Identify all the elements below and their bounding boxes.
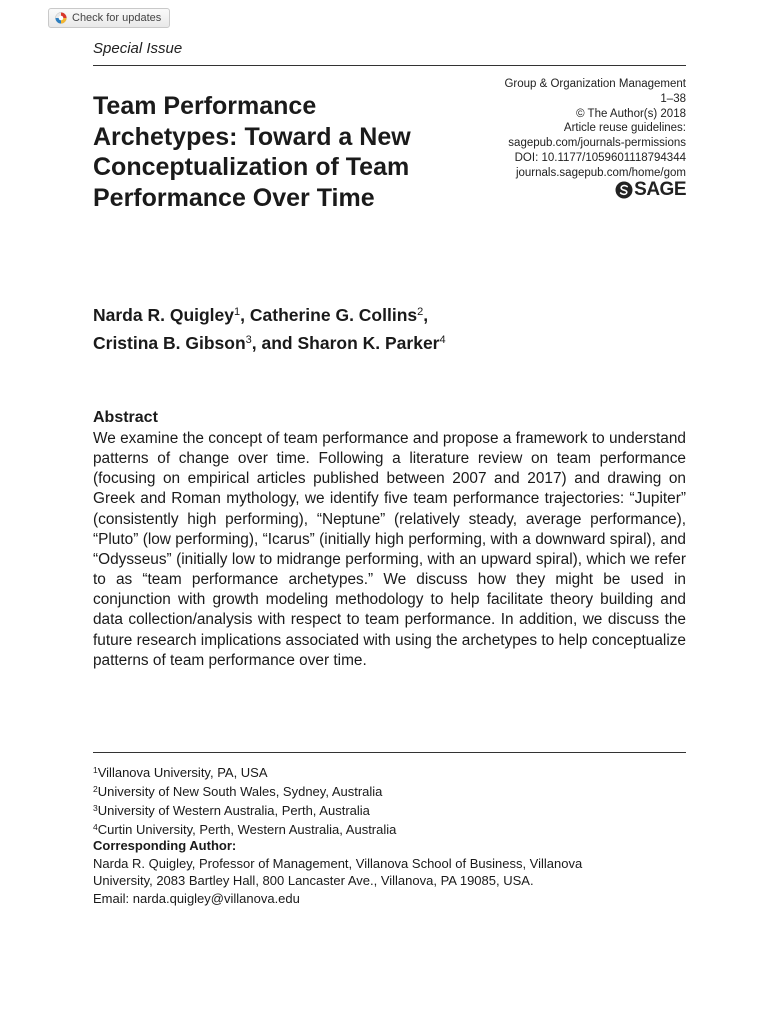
corresponding-author-heading: Corresponding Author: <box>93 838 237 853</box>
affiliation-item: $^1$Villanova University, PA, USA <box>93 765 268 780</box>
crossmark-icon <box>55 12 67 24</box>
author-name: Catherine G. Collins <box>249 305 418 325</box>
affiliation-item: $^4$Curtin University, Perth, Western Australia, Australia <box>93 822 397 837</box>
abstract-heading: Abstract <box>93 409 158 426</box>
affiliation-item: $^3$University of Western Australia, Perth, Australia <box>93 803 370 818</box>
check-for-updates-button[interactable] <box>48 8 170 28</box>
reuse-label: Article reuse guidelines: <box>563 122 686 135</box>
journal-meta <box>504 77 686 181</box>
section-label: Special Issue <box>93 40 183 57</box>
check-for-updates-label: Check for updates <box>72 12 162 24</box>
author-affiliation-marker: 4 <box>439 334 446 346</box>
journal-name: Group & Organization Management <box>504 78 686 90</box>
footnote-divider <box>93 752 686 753</box>
reuse-link[interactable]: sagepub.com/journals-permissions <box>508 137 686 150</box>
affiliation-item: $^2$University of New South Wales, Sydney, Australia <box>93 784 383 799</box>
article-title: Team Performance Archetypes: Toward a New Conceptualization of Team Performance Over Time <box>93 92 411 212</box>
corresponding-line: Narda R. Quigley, Professor of Management, Villanova School of Business, Villanova <box>93 856 583 871</box>
author-name: Cristina B. Gibson <box>93 333 246 353</box>
sage-s-icon <box>615 181 633 199</box>
sage-logo <box>615 179 686 201</box>
copyright-notice: © The Author(s) 2018 <box>576 107 686 120</box>
author-separator: , <box>423 305 429 325</box>
doi-link[interactable]: DOI: 10.1177/1059601118794344 <box>514 151 686 164</box>
affiliation-list <box>93 762 396 838</box>
sage-wordmark: SAGE <box>634 179 686 200</box>
author-name: Sharon K. Parker <box>297 333 440 353</box>
journal-link[interactable]: journals.sagepub.com/home/gom <box>515 166 686 179</box>
corresponding-email[interactable]: Email: narda.quigley@villanova.edu <box>93 890 300 906</box>
author-separator: , and <box>251 333 298 353</box>
author-affiliation-marker: 3 <box>245 334 252 346</box>
corresponding-author-details <box>93 855 653 907</box>
author-name: Narda R. Quigley <box>93 305 235 325</box>
author-affiliation-marker: 1 <box>234 306 241 318</box>
author-separator: , <box>240 305 250 325</box>
corresponding-line: University, 2083 Bartley Hall, 800 Lancaster Ave., Villanova, PA 19085, USA. <box>93 873 534 889</box>
top-divider <box>93 65 686 66</box>
author-list <box>93 300 693 356</box>
page-range: 1–38 <box>660 92 686 105</box>
author-affiliation-marker: 2 <box>417 306 424 318</box>
abstract-text: We examine the concept of team performance and propose a framework to understand patterns of change over time. Following a literature review on team performance (focusing on empirical articles published between 2007 and 2017) and drawing on Greek and Roman mythology, we identify five team performance trajectories: “Jupiter” (consistently high performing), “Neptune” (relatively steady, average performance), “Pluto” (low performing), “Icarus” (initially high performing, with a downward spiral), and “Odysseus” (initially low to midrange performing, with an upward spiral), which we refer to as “team performance archetypes.” We discuss how they might be used in conjunction with growth modeling methodology to help facilitate theory building and data collection/analysis with respect to team performance. In addition, we discuss the future research implications associated with using the archetypes to help conceptualize patterns of team performance over time. <box>93 430 686 669</box>
